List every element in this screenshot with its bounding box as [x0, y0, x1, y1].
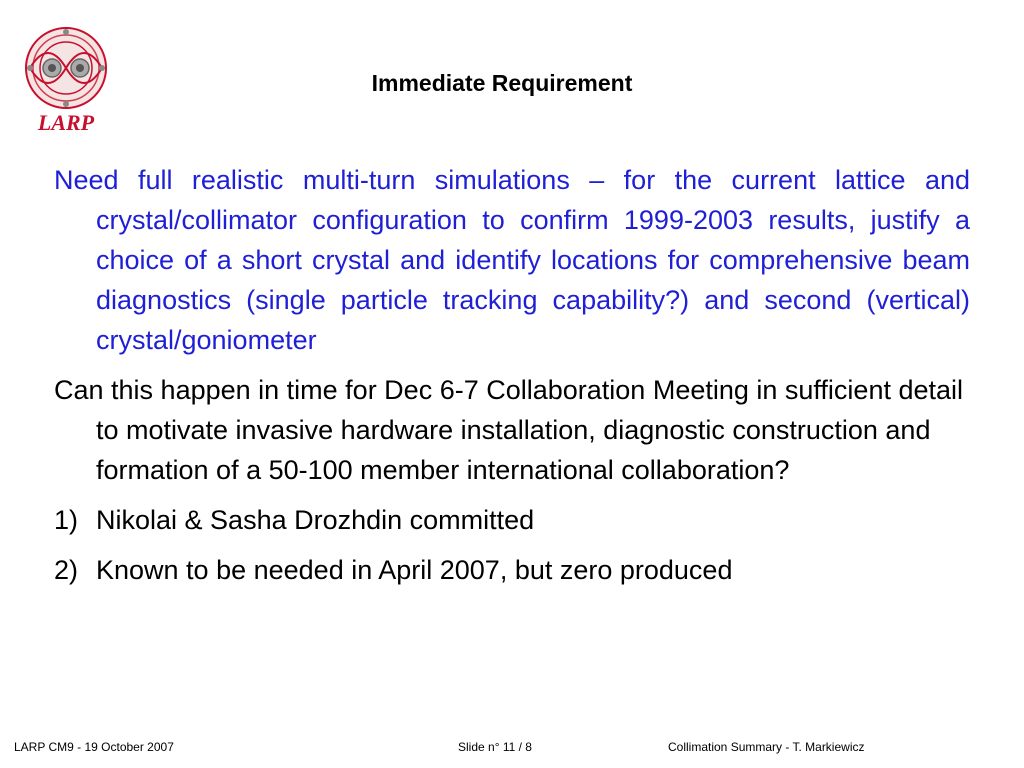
logo-text: LARP: [37, 110, 95, 135]
slide-content: [54, 160, 970, 600]
item-text: Nikolai & Sasha Drozhdin committed: [96, 505, 535, 535]
footer-left: LARP CM9 - 19 October 2007: [14, 740, 174, 754]
item-number: 2): [54, 555, 79, 585]
paragraph-simulations: Need full realistic multi-turn simulations – for the current lattice and crystal/collimator configuration to confirm 1999-2003 results, justify a choice of a short crystal and identify locations for comprehensive beam diagnostics (single particle tracking capability?) and second (vertical) crystal/goniometer: [54, 165, 970, 355]
item-text: Known to be needed in April 2007, but zero produced: [96, 555, 733, 585]
footer-right: Collimation Summary - T. Markiewicz: [668, 740, 865, 754]
numbered-item: [54, 550, 970, 590]
item-number: 1): [54, 505, 79, 535]
numbered-item: [54, 500, 970, 540]
slide-title: Immediate Requirement: [371, 70, 633, 96]
slide-footer: [0, 740, 1024, 760]
paragraph-collaboration: Can this happen in time for Dec 6-7 Collaboration Meeting in sufficient detail to motivate invasive hardware installation, diagnostic construction and formation of a 50-100 member international collaboration?: [54, 375, 964, 485]
footer-slide-number: Slide n° 11 / 8: [458, 740, 532, 754]
larp-magnet-logo-icon: [22, 24, 110, 112]
